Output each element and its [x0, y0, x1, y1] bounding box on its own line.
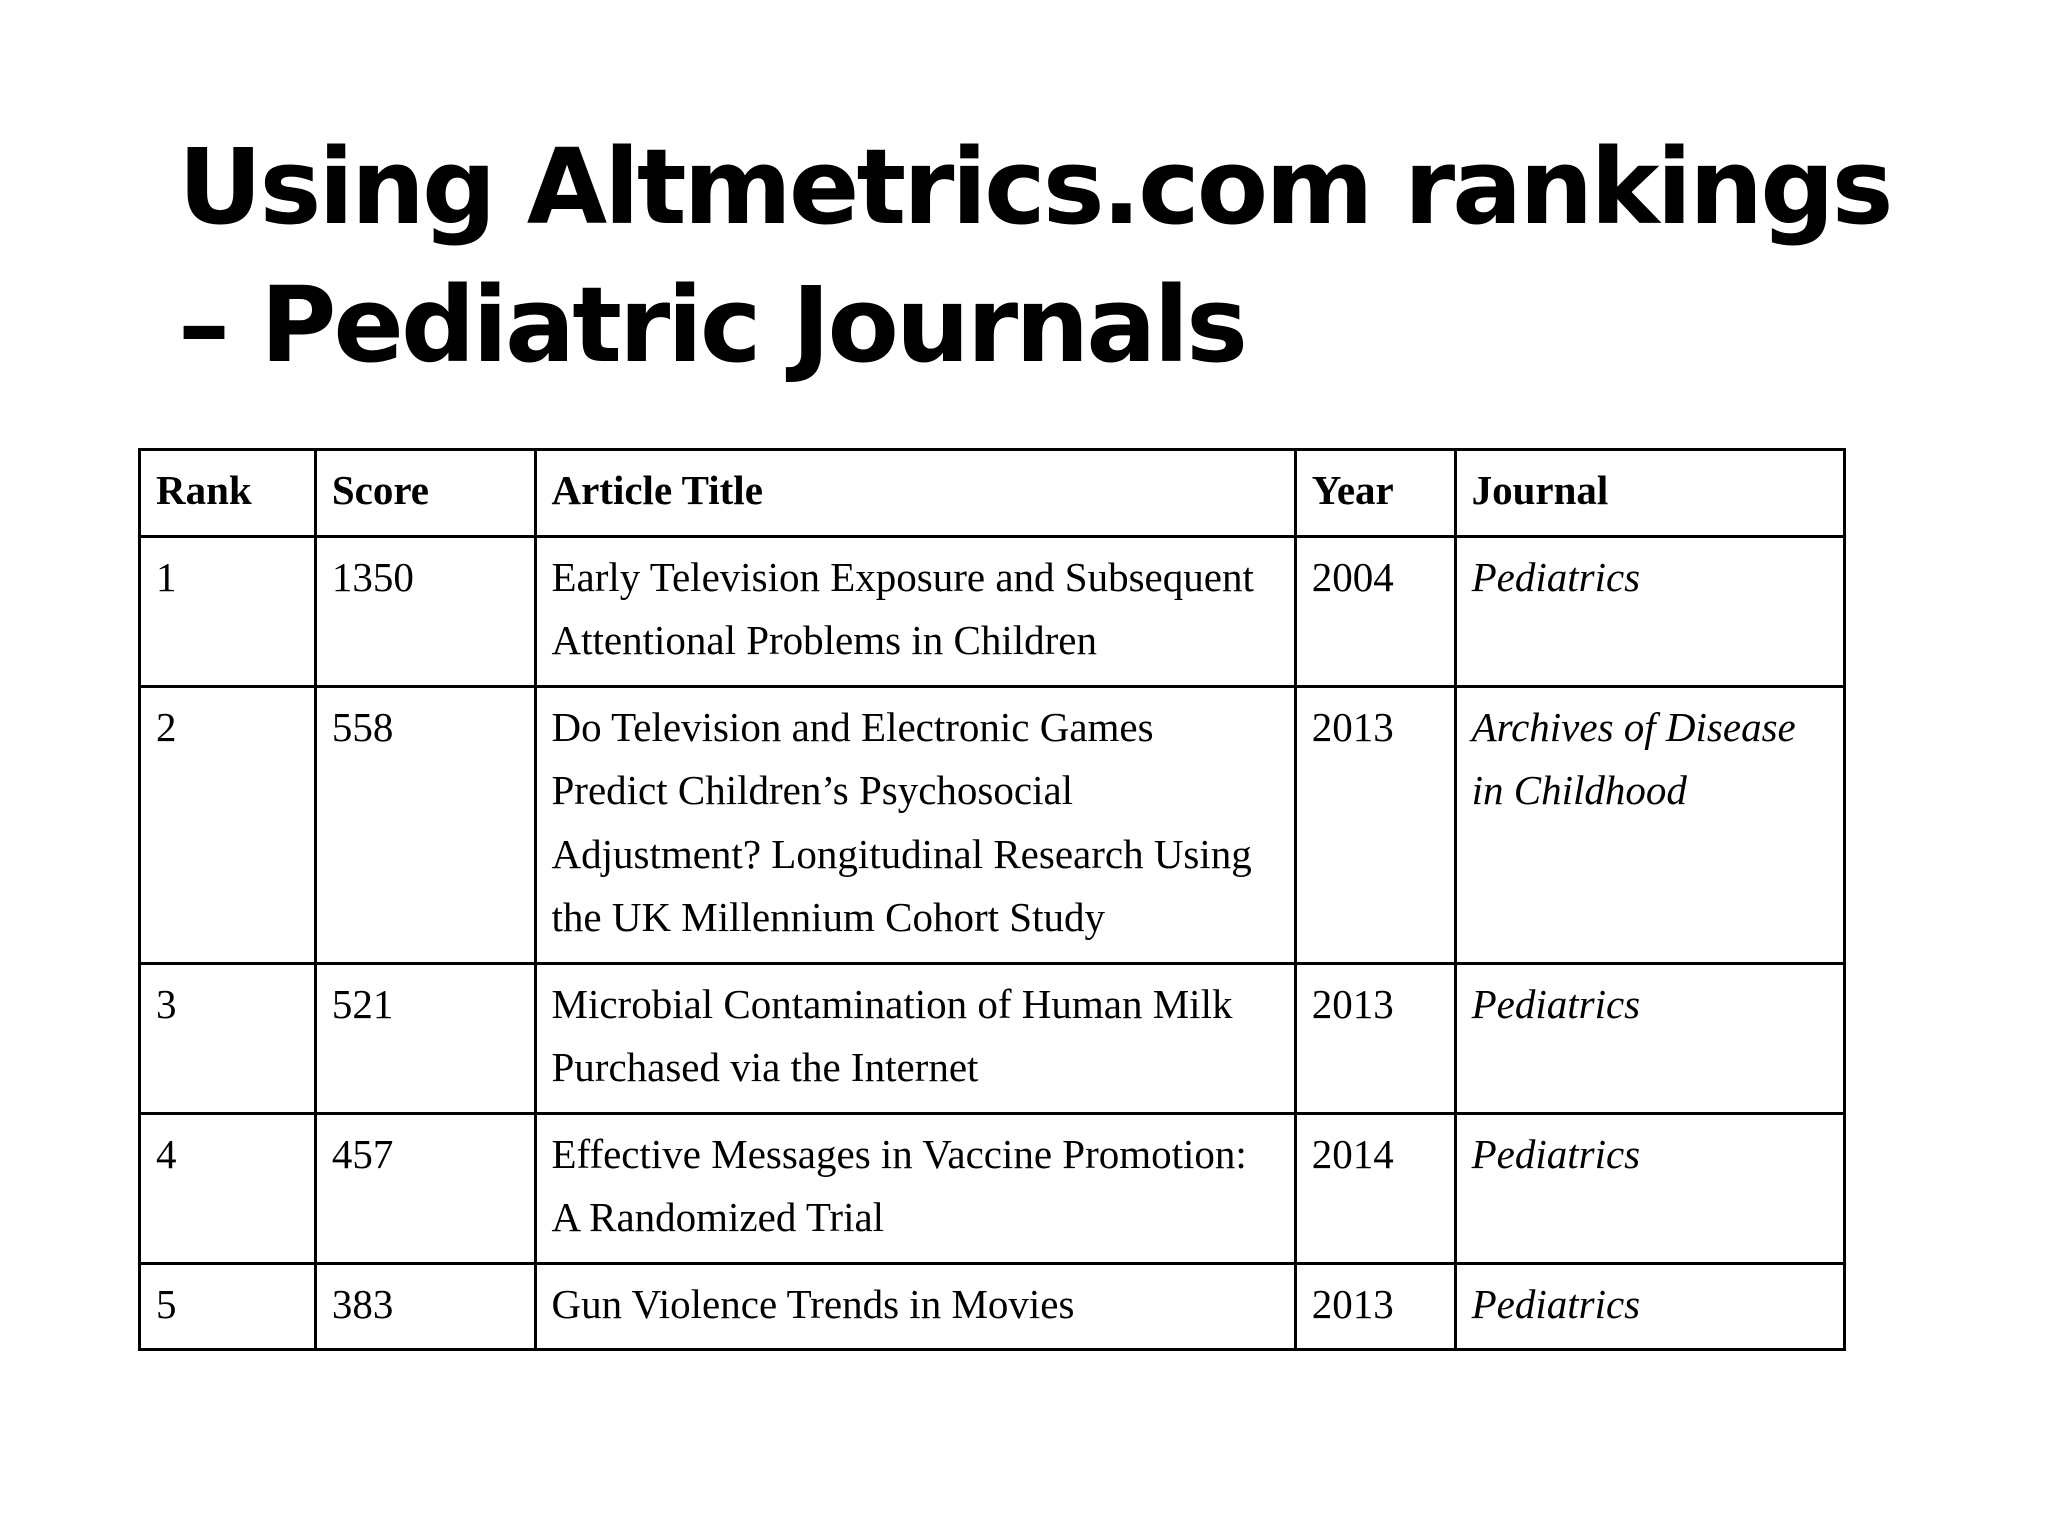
cell-journal: Pediatrics [1455, 1113, 1844, 1263]
cell-year: 2013 [1295, 686, 1455, 963]
header-score: Score [315, 450, 535, 537]
cell-rank: 3 [140, 963, 316, 1113]
slide-title [178, 118, 1891, 394]
rankings-table [138, 448, 1846, 1351]
cell-score: 558 [315, 686, 535, 963]
cell-year: 2013 [1295, 1263, 1455, 1350]
table-row [140, 1263, 1845, 1350]
header-article-title: Article Title [535, 450, 1295, 537]
cell-article-title: Early Television Exposure and Subsequent Attentional Problems in Children [535, 536, 1295, 686]
cell-score: 457 [315, 1113, 535, 1263]
header-year: Year [1295, 450, 1455, 537]
cell-article-title: Gun Violence Trends in Movies [535, 1263, 1295, 1350]
cell-year: 2013 [1295, 963, 1455, 1113]
cell-article-title: Microbial Contamination of Human Milk Purchased via the Internet [535, 963, 1295, 1113]
header-rank: Rank [140, 450, 316, 537]
header-journal: Journal [1455, 450, 1844, 537]
slide-title-line-2: – Pediatric Journals [178, 264, 1245, 386]
cell-year: 2014 [1295, 1113, 1455, 1263]
cell-score: 1350 [315, 536, 535, 686]
cell-rank: 2 [140, 686, 316, 963]
cell-score: 383 [315, 1263, 535, 1350]
table-row [140, 536, 1845, 686]
cell-rank: 1 [140, 536, 316, 686]
table-row [140, 1113, 1845, 1263]
slide-title-line-1: Using Altmetrics.com rankings [178, 126, 1891, 248]
table-row [140, 963, 1845, 1113]
table-row [140, 686, 1845, 963]
cell-score: 521 [315, 963, 535, 1113]
cell-year: 2004 [1295, 536, 1455, 686]
table-header-row [140, 450, 1845, 537]
cell-journal: Pediatrics [1455, 1263, 1844, 1350]
cell-journal: Pediatrics [1455, 963, 1844, 1113]
cell-journal: Pediatrics [1455, 536, 1844, 686]
cell-rank: 5 [140, 1263, 316, 1350]
cell-article-title: Do Television and Electronic Games Predict Children’s Psychosocial Adjustment? Longitudinal Research Using the UK Millennium Cohort Study [535, 686, 1295, 963]
cell-journal: Archives of Disease in Childhood [1455, 686, 1844, 963]
cell-rank: 4 [140, 1113, 316, 1263]
cell-article-title: Effective Messages in Vaccine Promotion: A Randomized Trial [535, 1113, 1295, 1263]
